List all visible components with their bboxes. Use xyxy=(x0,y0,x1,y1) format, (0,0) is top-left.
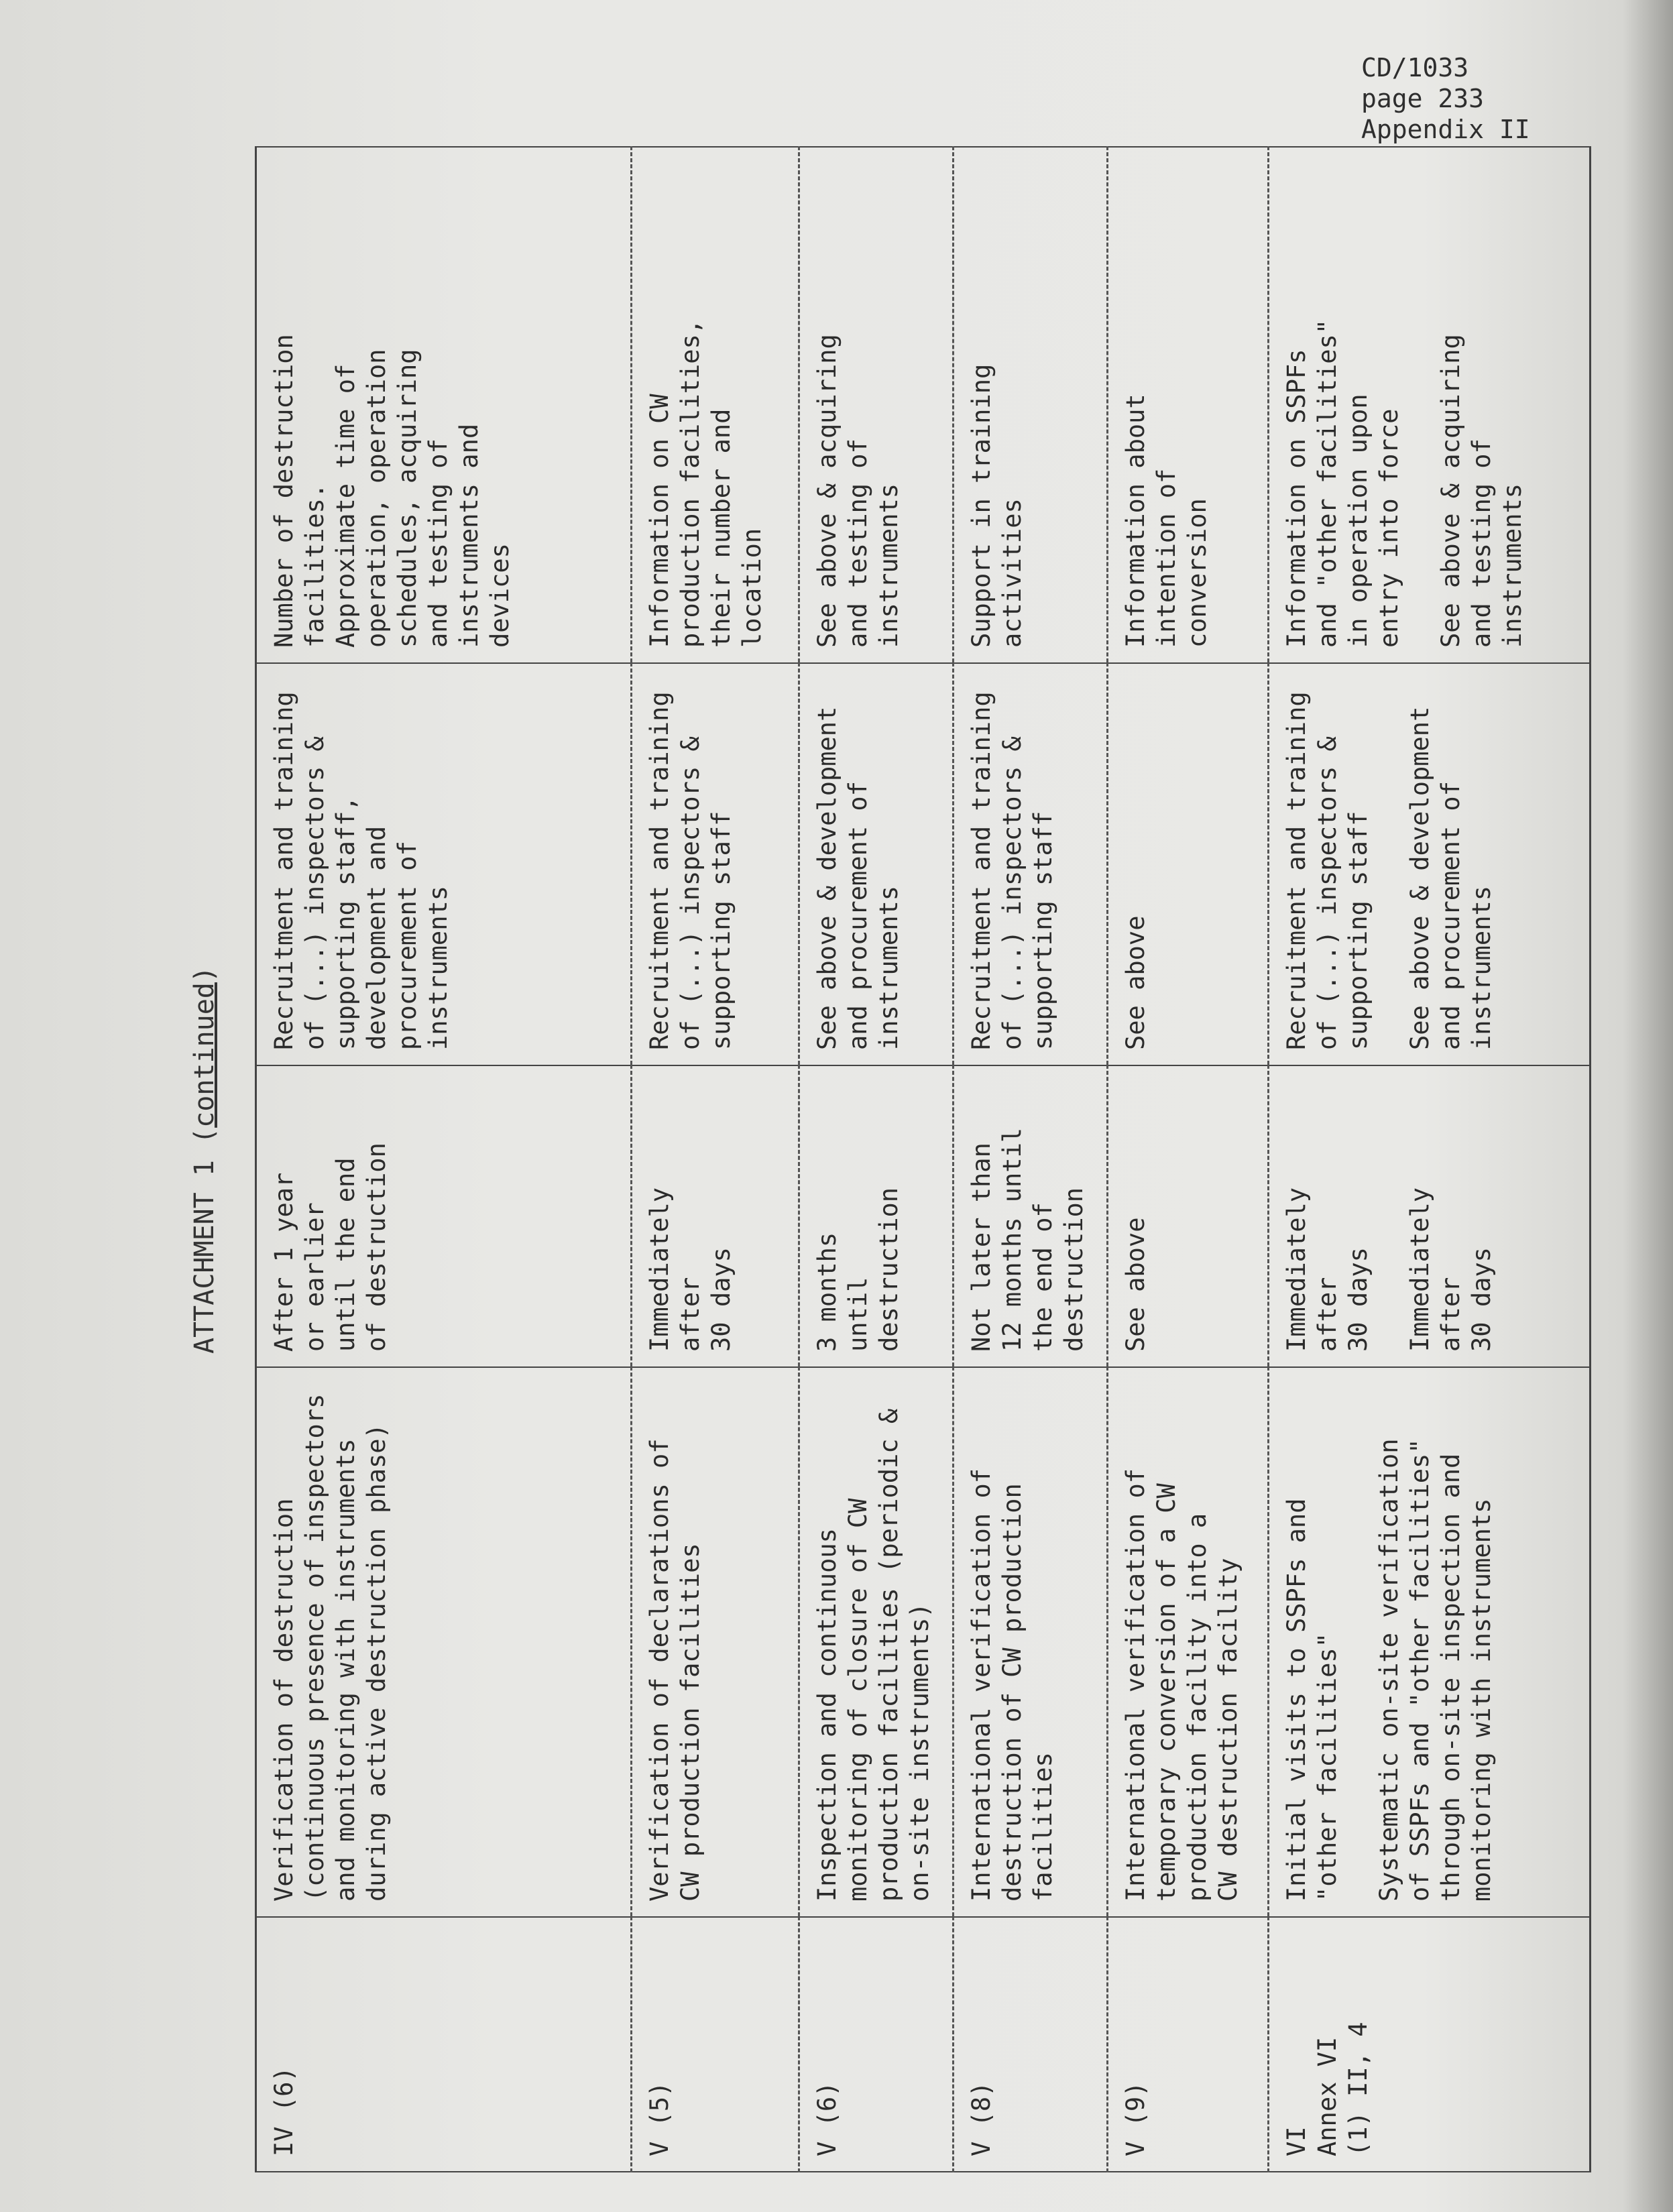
article-ref-cell: V (5) xyxy=(632,1917,799,2172)
information-cell: Information about intention of conversion xyxy=(1108,147,1269,663)
attachment-title-suffix: ) xyxy=(189,966,220,983)
activity-cell: Verification of declarations of CW production facilities xyxy=(632,1367,799,1917)
attachment-table xyxy=(255,146,1591,2172)
table-row xyxy=(632,147,799,2172)
article-ref-cell: V (8) xyxy=(954,1917,1108,2172)
activity-initial-visits: Initial visits to SSPFs and "other facilities" xyxy=(1282,1498,1342,1902)
preparation-systematic-verification: See above & development and procurement of instruments xyxy=(1405,706,1496,1050)
timing-cell: 3 months until destruction xyxy=(799,1065,954,1367)
table-row xyxy=(954,147,1108,2172)
article-ref-cell: V (9) xyxy=(1108,1917,1269,2172)
table-row xyxy=(1108,147,1269,2172)
activity-cell: International verification of destruction of CW production facilities xyxy=(954,1367,1108,1917)
timing-cell: Not later than 12 months until the end of destruction xyxy=(954,1065,1108,1367)
activity-cell xyxy=(1269,1367,1591,1917)
information-cell: Number of destruction facilities. Approximate time of operation, operation schedules, acquiring and testing of instruments and devices xyxy=(256,147,632,663)
activity-cell: Verification of destruction (continuous presence of inspectors and monitoring with instruments during active destruction phase) xyxy=(256,1367,632,1917)
article-ref-cell: VI Annex VI (1) II, 4 xyxy=(1269,1917,1591,2172)
information-cell: Support in training activities xyxy=(954,147,1108,663)
attachment-title xyxy=(174,148,235,2172)
preparation-initial-visits: Recruitment and training of (...) inspectors & supporting staff xyxy=(1282,691,1373,1050)
preparation-cell: Recruitment and training of (...) inspectors & supporting staff, development and procurement of instruments xyxy=(256,663,632,1065)
appendix-label: Appendix II xyxy=(1361,115,1530,144)
table-row xyxy=(799,147,954,2172)
rotated-attachment xyxy=(174,148,1527,2172)
timing-initial-visits: Immediately after 30 days xyxy=(1282,1187,1373,1352)
activity-cell: Inspection and continuous monitoring of closure of CW production facilities (periodic & on-site instruments) xyxy=(799,1367,954,1917)
information-cell: See above & acquiring and testing of instruments xyxy=(799,147,954,663)
article-ref-cell: V (6) xyxy=(799,1917,954,2172)
timing-cell: After 1 year or earlier until the end of destruction xyxy=(256,1065,632,1367)
table-row xyxy=(256,147,632,2172)
table-row xyxy=(1269,147,1591,2172)
information-systematic-verification: See above & acquiring and testing of instruments xyxy=(1436,334,1527,648)
article-ref-cell: IV (6) xyxy=(256,1917,632,2172)
timing-cell xyxy=(1269,1065,1591,1367)
preparation-cell: See above xyxy=(1108,663,1269,1065)
preparation-cell: Recruitment and training of (...) inspectors & supporting staff xyxy=(954,663,1108,1065)
activity-systematic-verification: Systematic on-site verification of SSPFs and "other facilities" through on-site inspection and monitoring with instruments xyxy=(1375,1438,1496,1902)
information-initial-visits: Information on SSPFs and "other facilities" in operation upon entry into force xyxy=(1282,318,1403,648)
attachment-title-prefix: ATTACHMENT 1 ( xyxy=(189,1127,220,1354)
activity-cell: International verification of temporary conversion of a CW production facility into a CW destruction facility xyxy=(1108,1367,1269,1917)
attachment-title-continued: continued xyxy=(189,982,220,1128)
information-cell xyxy=(1269,147,1591,663)
information-cell: Information on CW production facilities, their number and location xyxy=(632,147,799,663)
preparation-cell: See above & development and procurement of instruments xyxy=(799,663,954,1065)
preparation-cell: Recruitment and training of (...) inspectors & supporting staff xyxy=(632,663,799,1065)
timing-cell: Immediately after 30 days xyxy=(632,1065,799,1367)
preparation-cell xyxy=(1269,663,1591,1065)
page-header xyxy=(1361,52,1530,145)
timing-cell: See above xyxy=(1108,1065,1269,1367)
document-id: CD/1033 xyxy=(1361,53,1469,82)
page-number: page 233 xyxy=(1361,84,1485,113)
timing-systematic-verification: Immediately after 30 days xyxy=(1405,1187,1496,1352)
